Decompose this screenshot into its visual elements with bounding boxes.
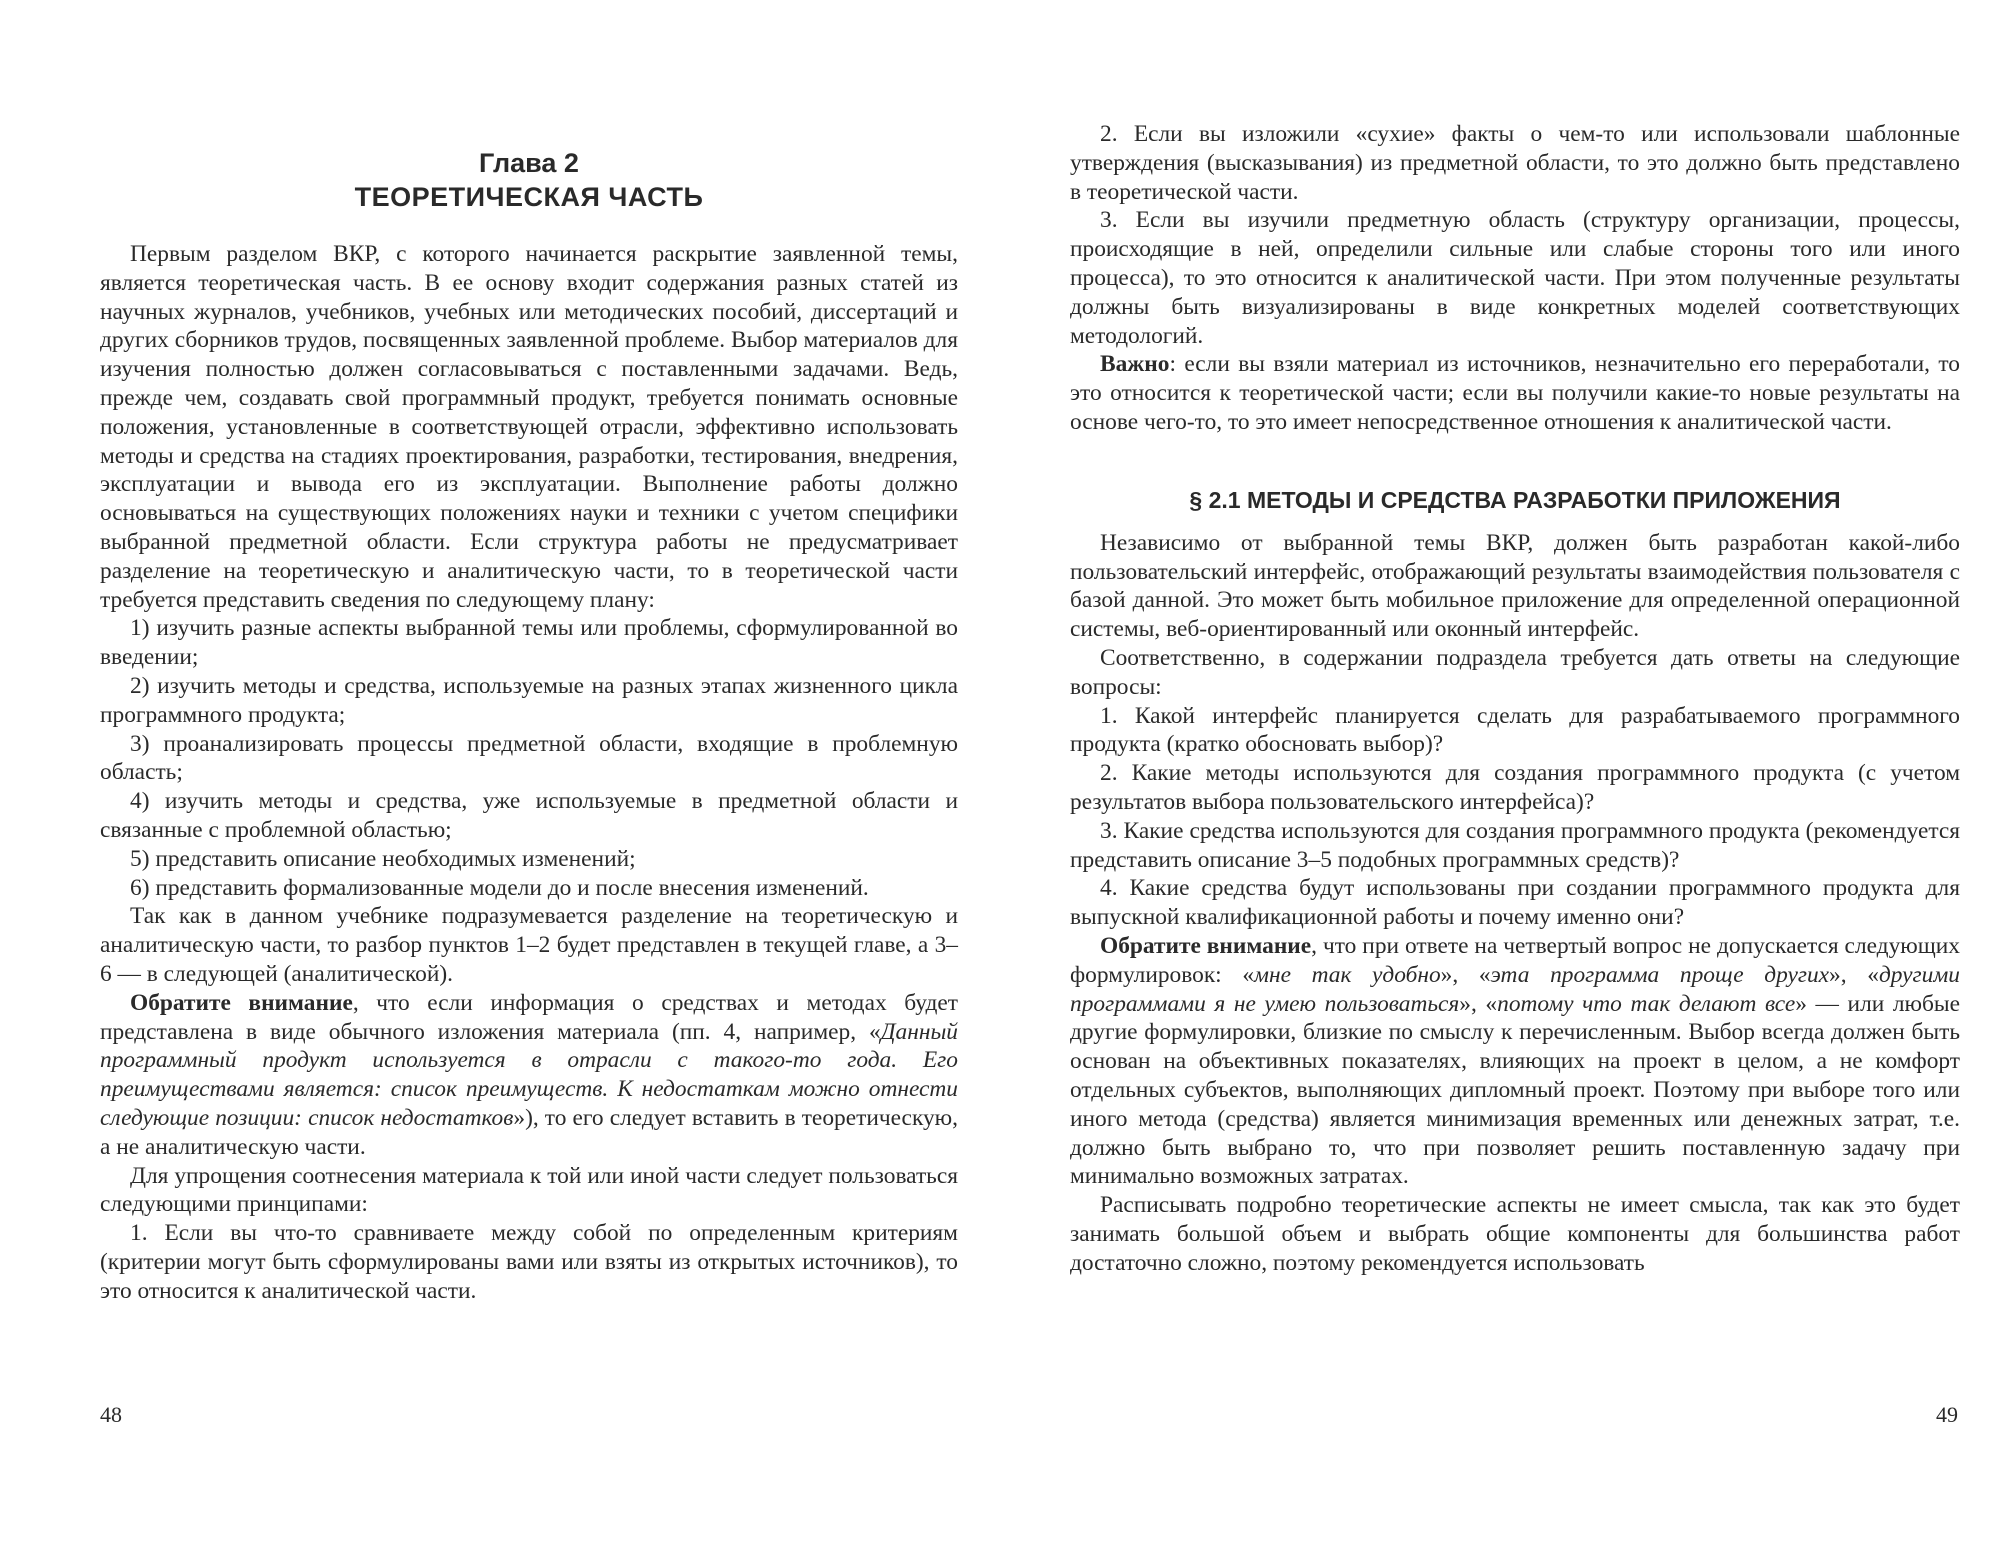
intro-paragraph: Первым разделом ВКР, с которого начинается раскрытие заявленной темы, является теоретическая часть. В ее основу входит содержания разных статей из научных журналов, учебников, учебных или методических пособий, диссертаций и других сборников трудов, посвященных заявленной проблеме. Выбор материалов для изучения полностью должен согласовываться с поставленными задачами. Ведь, прежде чем, создавать свой программный продукт, требуется понимать основные положения, установленные в соответствующей отрасли, эффективно использовать методы и средства на стадиях проектирования, разработки, тестирования, внедрения, эксплуатации и вывода его из эксплуатации. Выполнение работы должно основываться на существующих положениях науки и техники с учетом специфики выбранной предметной области. Если структура работы не предусматривает разделение на теоретическую и аналитическую части, то в теоретической части требуется представить сведения по следующему плану:	[100, 241, 958, 613]
right-page	[1000, 0, 2000, 1549]
note-paragraph	[100, 989, 958, 1162]
plan-item: 3) проанализировать процессы предметной области, входящие в проблемную область;	[100, 730, 958, 786]
important-keyword: Важно	[1100, 351, 1170, 378]
question-item: 2. Какие методы используются для создания программного продукта (с учетом результатов выбора пользовательского интерфейса)?	[1070, 760, 1960, 815]
note-quote-4: потому что так делают все	[1497, 990, 1796, 1017]
important-text: : если вы взяли материал из источников, незначительно его переработали, то это относится к теоретической части; если вы получили какие-то новые результаты на основе чего-то, то это имеет непосредственное отношения к аналитической части.	[1070, 351, 1960, 435]
note-keyword: Обратите внимание	[130, 989, 353, 1016]
principle-item: 2. Если вы изложили «сухие» факты о чем-то или использовали шаблонные утверждения (высказывания) из предметной области, то это должно быть представлено в теоретической части.	[1070, 121, 1960, 205]
note-separator: », «	[1829, 961, 1879, 988]
note-text-b: » — или любые другие формулировки, близкие по смыслу к перечисленным. Выбор всегда должен быть основан на объективных показателях, влияющих на проект в целом, а не комфорт отдельных субъектов, выполняющих дипломный проект. Поэтому при выборе того или иного метода (средства) является минимизация временных или денежных затрат, т.е. должно быть выбрано то, что при позволяет решить поставленную задачу при минимально возможных затратах.	[1070, 990, 1960, 1190]
page-number: 48	[100, 1402, 122, 1427]
important-paragraph	[1070, 350, 1960, 436]
note-quote-3: другими программами я не умею пользоваться	[1070, 961, 1960, 1017]
plan-item: 4) изучить методы и средства, уже используемые в предметной области и связанные с проблемной областью;	[100, 788, 958, 843]
note-paragraph	[1070, 932, 1960, 1191]
note-italic-quote: Данный программный продукт используется в отрасли с такого-то года. Его преимуществами является: список преимуществ. К недостаткам можно отнести следующие позиции: список недостатков	[100, 1018, 958, 1131]
note-text-a: , что при ответе на четвертый вопрос не допускается следующих формулировок: «	[1070, 932, 1960, 988]
plan-item: 6) представить формализованные модели до и после внесения изменений.	[130, 874, 869, 901]
principle-item: 1. Если вы что-то сравниваете между собой по определенным критериям (критерии могут быть сформулированы вами или взяты из открытых источников), то это относится к аналитической части.	[100, 1220, 958, 1304]
note-quote-2: эта программа проще других	[1490, 961, 1830, 988]
plan-item: 2) изучить методы и средства, используемые на разных этапах жизненного цикла программного продукта;	[100, 672, 958, 728]
question-item: 3. Какие средства используются для создания программного продукта (рекомендуется представить описание 3–5 подобных программных средств)?	[1070, 817, 1960, 873]
left-text-column	[100, 146, 958, 1305]
plan-item: 5) представить описание необходимых изменений;	[130, 845, 636, 872]
split-paragraph: Так как в данном учебнике подразумевается разделение на теоретическую и аналитическую части, то разбор пунктов 1–2 будет представлен в текущей главе, а 3–6 — в следующей (аналитической).	[100, 903, 958, 987]
questions-lead: Соответственно, в содержании подраздела требуется дать ответы на следующие вопросы:	[1070, 644, 1960, 700]
principles-paragraph: Для упрощения соотнесения материала к той или иной части следует пользоваться следующими принципами:	[100, 1162, 958, 1218]
question-item: 1. Какой интерфейс планируется сделать для разрабатываемого программного продукта (кратко обосновать выбор)?	[1070, 702, 1960, 758]
chapter-title: ТЕОРЕТИЧЕСКАЯ ЧАСТЬ	[354, 182, 704, 212]
note-quote-1: мне так удобно	[1254, 961, 1441, 988]
note-text-a: , что если информация о средствах и методах будет представлена в виде обычного изложения материала (пп. 4, например, «	[100, 989, 958, 1045]
question-item: 4. Какие средства будут использованы при создании программного продукта для выпускной квалификационной работы и почему именно они?	[1070, 875, 1960, 931]
note-keyword: Обратите внимание	[1100, 932, 1312, 959]
plan-item: 1) изучить разные аспекты выбранной темы или проблемы, сформулированной во введении;	[100, 615, 958, 671]
note-text-b: »), то его следует вставить в теоретическую, а не аналитическую части.	[100, 1104, 958, 1160]
final-paragraph: Расписывать подробно теоретические аспекты не имеет смысла, так как это будет занимать большой объем и выбрать общие компоненты для большинства работ достаточно сложно, поэтому рекомендуется использовать	[1070, 1192, 1960, 1276]
page-number: 49	[1936, 1402, 1958, 1427]
right-text-column	[1070, 120, 1960, 1277]
principle-item: 3. Если вы изучили предметную область (структуру организации, процессы, происходящие в ней, определили сильные или слабые стороны того или иного процесса), то это относится к аналитической части. При этом полученные результаты должны быть визуализированы в виде конкретных моделей соответствующих методологий.	[1070, 207, 1960, 349]
section-intro-paragraph: Независимо от выбранной темы ВКР, должен быть разработан какой-либо пользовательский интерфейс, отображающий результаты взаимодействия пользователя с базой данной. Это может быть мобильное приложение для определенной операционной системы, веб-ориентированный или оконный интерфейс.	[1070, 529, 1960, 643]
note-separator: », «	[1440, 961, 1491, 988]
section-title: § 2.1 МЕТОДЫ И СРЕДСТВА РАЗРАБОТКИ ПРИЛОЖЕНИЯ	[1189, 486, 1841, 513]
chapter-number: Глава 2	[479, 148, 579, 178]
note-separator: », «	[1459, 990, 1498, 1017]
chapter-heading	[100, 146, 958, 214]
